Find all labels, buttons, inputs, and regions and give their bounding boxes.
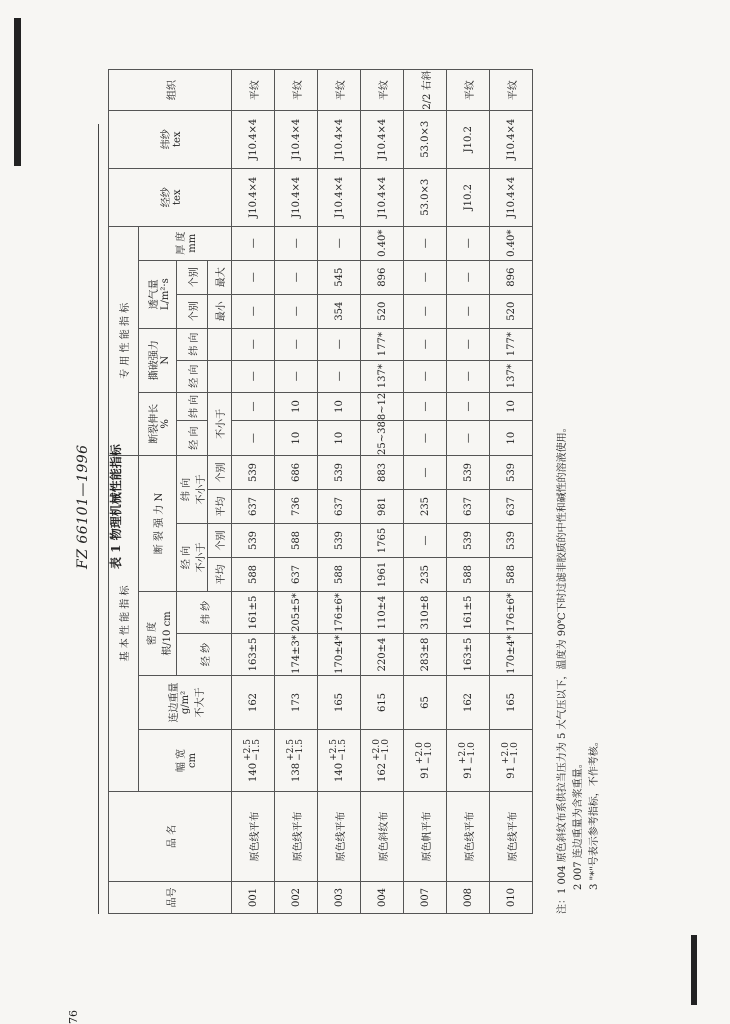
cell-air-max: — <box>275 260 318 294</box>
width-tolerance <box>502 742 521 764</box>
width-tolerance <box>459 742 478 764</box>
header-rule <box>98 124 99 914</box>
cell-bf-ind: 686 <box>275 456 318 490</box>
cell-air-min: 354 <box>318 294 361 328</box>
tolerance-plus: +2.5 <box>285 739 296 761</box>
cell-tear-weft: — <box>404 328 447 360</box>
hdr-bf-cell <box>177 456 208 524</box>
tolerance-minus: −1.0 <box>381 739 391 761</box>
cell-thick: — <box>318 226 361 260</box>
cell-den-weft: 310±8 <box>404 592 447 634</box>
width-tolerance <box>373 739 392 761</box>
cell-den-weft: 176±6* <box>490 592 533 634</box>
width-tolerance <box>244 739 263 761</box>
table-row <box>404 70 447 914</box>
cell-air-min: 520 <box>490 294 533 328</box>
hdr-den-weft: 纬 纱 <box>177 592 232 634</box>
cell-weave: 平纹 <box>318 70 361 110</box>
page-number: 76 <box>67 1010 80 1024</box>
hdr-warp-yarn: 经纱 <box>161 187 172 208</box>
hdr-bw-notless: 不小于 <box>196 542 207 573</box>
standard-code: FZ 66101—1996 <box>75 444 91 569</box>
table-row <box>318 70 361 914</box>
hdr-break: 断 裂 强 力 <box>154 504 165 555</box>
hdr-width-cell <box>139 730 232 792</box>
hdr-air-cell <box>139 260 177 328</box>
cell-el-weft: — <box>404 392 447 420</box>
cell-weave: 2/2 右斜 <box>404 70 447 110</box>
cell-thick: — <box>447 226 490 260</box>
hdr-bf-ind: 个别 <box>208 456 232 490</box>
cell-code: 010 <box>490 882 533 914</box>
cell-air-max: 896 <box>490 260 533 294</box>
cell-width <box>361 730 404 792</box>
cell-thick: 0.40* <box>490 226 533 260</box>
note-2: 2 007 连边重量为含浆重量。 <box>573 758 584 890</box>
cell-el-warp: — <box>447 421 490 456</box>
cell-den-warp: 170±4* <box>318 634 361 676</box>
cell-tear-warp: — <box>318 360 361 392</box>
width-value: 138 <box>290 762 302 782</box>
cell-el-weft: 8~12 <box>361 392 404 420</box>
cell-tear-warp: 137* <box>490 360 533 392</box>
cell-width <box>275 730 318 792</box>
hdr-bw-avg: 平均 <box>208 558 232 592</box>
cell-bf-ind: 539 <box>447 456 490 490</box>
cell-den-weft: 205±5* <box>275 592 318 634</box>
cell-bf-ind: 539 <box>318 456 361 490</box>
hdr-elong-unit: % <box>159 419 171 429</box>
table-row <box>232 70 275 914</box>
hdr-break-unit: N <box>154 492 165 502</box>
tolerance-minus: −1.0 <box>467 742 477 765</box>
cell-bw-avg: 588 <box>447 558 490 592</box>
cell-el-weft: 10 <box>275 392 318 420</box>
cell-bw-avg: 588 <box>318 558 361 592</box>
hdr-bw-dir: 经 向 <box>181 545 192 570</box>
cell-den-warp: 163±5 <box>232 634 275 676</box>
cell-tear-warp: 137* <box>361 360 404 392</box>
cell-width <box>447 730 490 792</box>
cell-air-max: — <box>232 260 275 294</box>
cell-weave: 平纹 <box>490 70 533 110</box>
width-tolerance <box>287 739 306 761</box>
cell-el-weft: — <box>232 392 275 420</box>
cell-den-weft: 176±6* <box>318 592 361 634</box>
cell-weave: 平纹 <box>447 70 490 110</box>
tolerance-minus: −1.0 <box>510 742 520 765</box>
cell-weft-yarn: J10.4×4 <box>490 110 533 168</box>
cell-weight: 173 <box>275 676 318 730</box>
table-row <box>361 70 404 914</box>
hdr-bf-dir: 纬 向 <box>181 477 192 502</box>
cell-den-weft: 161±5 <box>232 592 275 634</box>
cell-bf-ind: 539 <box>490 456 533 490</box>
width-tolerance <box>330 739 349 761</box>
width-value: 140 <box>333 762 345 782</box>
table-title: 表 1 物理机械性能指标 <box>109 444 123 569</box>
cell-den-warp: 283±8 <box>404 634 447 676</box>
cell-warp-yarn: J10.4×4 <box>318 168 361 226</box>
cell-name: 原色斜纹布 <box>361 792 404 882</box>
cell-den-warp: 220±4 <box>361 634 404 676</box>
cell-code: 008 <box>447 882 490 914</box>
cell-air-max: 545 <box>318 260 361 294</box>
cell-el-weft: — <box>447 392 490 420</box>
cell-tear-warp: — <box>447 360 490 392</box>
cell-name: 原色线平布 <box>232 792 275 882</box>
cell-bw-avg: 235 <box>404 558 447 592</box>
cell-weight: 65 <box>404 676 447 730</box>
cell-code: 002 <box>275 882 318 914</box>
tolerance-plus: +2.0 <box>457 742 468 765</box>
hdr-weight-unit: g/m² <box>179 690 191 715</box>
hdr-weave: 组织 <box>109 70 232 110</box>
hdr-tear-weft: 纬 向 <box>177 328 208 360</box>
tolerance-minus: −1.5 <box>295 739 305 761</box>
cell-thick: — <box>404 226 447 260</box>
hdr-air-max: 最大 <box>208 260 232 294</box>
table-body <box>232 70 533 914</box>
cell-width <box>232 730 275 792</box>
hdr-weight-cell <box>139 676 232 730</box>
hdr-tear-unit: N <box>159 355 171 365</box>
tolerance-minus: −1.5 <box>338 739 348 761</box>
cell-weight: 162 <box>447 676 490 730</box>
hdr-density: 密 度 <box>146 621 158 646</box>
cell-el-warp: — <box>404 421 447 456</box>
hdr-code: 品号 <box>109 882 232 914</box>
cell-air-max: 896 <box>361 260 404 294</box>
hdr-elong-cell <box>139 392 177 455</box>
hdr-tear-blank2 <box>208 328 232 360</box>
hdr-bf-avg: 平均 <box>208 490 232 524</box>
hdr-air-ind-max: 个别 <box>177 260 208 294</box>
hdr-weight-limit: 不大于 <box>194 687 206 718</box>
cell-code: 004 <box>361 882 404 914</box>
cell-weft-yarn: J10.2 <box>447 110 490 168</box>
cell-code: 003 <box>318 882 361 914</box>
hdr-air: 透气量 <box>148 279 160 310</box>
tolerance-minus: −1.0 <box>424 742 434 765</box>
cell-bf-avg: 637 <box>490 490 533 524</box>
cell-bw-ind: 539 <box>490 524 533 558</box>
hdr-bw-ind: 个别 <box>208 524 232 558</box>
hdr-tear-cell <box>139 328 177 392</box>
hdr-density-unit: 根/10 cm <box>161 611 173 656</box>
cell-width <box>404 730 447 792</box>
tolerance-plus: +2.0 <box>371 739 382 761</box>
cell-weight: 162 <box>232 676 275 730</box>
hdr-tear-warp: 经 向 <box>177 360 208 392</box>
binding-mark-bottom <box>691 935 697 1005</box>
hdr-air-min: 最小 <box>208 294 232 328</box>
width-tolerance <box>416 742 435 764</box>
hdr-name: 品 名 <box>109 792 232 882</box>
table-row <box>275 70 318 914</box>
cell-tear-weft: — <box>275 328 318 360</box>
cell-air-max: — <box>404 260 447 294</box>
properties-table <box>108 69 533 914</box>
cell-air-min: — <box>232 294 275 328</box>
cell-el-weft: 10 <box>490 392 533 420</box>
cell-name: 原色帆平布 <box>404 792 447 882</box>
note-3: 3 "*"号表示参考指标，不作考核。 <box>589 736 600 890</box>
cell-weave: 平纹 <box>275 70 318 110</box>
hdr-thick-unit: mm <box>187 233 198 253</box>
hdr-special-group: 专 用 性 能 指 标 <box>109 226 139 455</box>
hdr-el-weft: 纬 向 <box>177 392 208 420</box>
hdr-weft-yarn-cell <box>109 110 232 168</box>
table-row <box>447 70 490 914</box>
cell-bf-avg: 637 <box>232 490 275 524</box>
cell-weft-yarn: J10.4×4 <box>232 110 275 168</box>
cell-weft-yarn: J10.4×4 <box>361 110 404 168</box>
note-1: 注：1 004 原色斜纹布系供拉当压力为 5 大气压以下，温度为 90℃下时过滤非胶质的中性和碱性的溶液使用。 <box>557 422 568 914</box>
hdr-tear-blank1 <box>208 360 232 392</box>
cell-weft-yarn: J10.4×4 <box>318 110 361 168</box>
cell-el-warp: 10 <box>318 421 361 456</box>
hdr-warp-tex: tex <box>172 189 183 205</box>
cell-weave: 平纹 <box>232 70 275 110</box>
cell-den-warp: 174±3* <box>275 634 318 676</box>
cell-bw-ind: — <box>404 524 447 558</box>
cell-name: 原色线平布 <box>275 792 318 882</box>
cell-warp-yarn: J10.4×4 <box>275 168 318 226</box>
hdr-thick-cell <box>139 226 232 260</box>
tolerance-plus: +2.5 <box>328 739 339 761</box>
width-value: 91 <box>505 766 517 779</box>
cell-weight: 615 <box>361 676 404 730</box>
cell-thick: — <box>275 226 318 260</box>
hdr-basic-group: 基 本 性 能 指 标 <box>109 456 139 792</box>
hdr-width: 幅 宽 <box>176 748 187 773</box>
cell-tear-warp: — <box>404 360 447 392</box>
tolerance-plus: +2.0 <box>414 742 425 765</box>
cell-name: 原色线平布 <box>318 792 361 882</box>
cell-bf-avg: 235 <box>404 490 447 524</box>
cell-tear-warp: — <box>232 360 275 392</box>
cell-el-weft: 10 <box>318 392 361 420</box>
cell-bw-avg: 588 <box>232 558 275 592</box>
cell-weight: 165 <box>490 676 533 730</box>
hdr-bw-cell <box>177 524 208 592</box>
cell-el-warp: 10 <box>490 421 533 456</box>
cell-warp-yarn: 53.0×3 <box>404 168 447 226</box>
hdr-width-unit: cm <box>187 752 198 769</box>
width-value: 91 <box>462 766 474 779</box>
cell-bf-avg: 637 <box>318 490 361 524</box>
cell-bf-ind: 539 <box>232 456 275 490</box>
hdr-el-notless: 不小于 <box>208 392 232 455</box>
cell-weight: 165 <box>318 676 361 730</box>
cell-air-min: — <box>447 294 490 328</box>
cell-bw-avg: 588 <box>490 558 533 592</box>
hdr-air-ind-min: 个别 <box>177 294 208 328</box>
cell-warp-yarn: J10.4×4 <box>361 168 404 226</box>
cell-air-min: 520 <box>361 294 404 328</box>
hdr-density-cell <box>139 592 177 676</box>
cell-code: 001 <box>232 882 275 914</box>
cell-el-warp: — <box>232 421 275 456</box>
hdr-break-cell <box>139 456 177 592</box>
cell-tear-warp: — <box>275 360 318 392</box>
cell-el-warp: 10 <box>275 421 318 456</box>
cell-bw-ind: 539 <box>232 524 275 558</box>
cell-bw-avg: 637 <box>275 558 318 592</box>
cell-air-min: — <box>404 294 447 328</box>
hdr-weft-tex: tex <box>172 131 183 147</box>
cell-warp-yarn: J10.2 <box>447 168 490 226</box>
hdr-thick: 厚 度 <box>176 231 187 255</box>
cell-bf-ind: 883 <box>361 456 404 490</box>
cell-weft-yarn: J10.4×4 <box>275 110 318 168</box>
cell-weft-yarn: 53.0×3 <box>404 110 447 168</box>
tolerance-plus: +2.0 <box>500 742 511 765</box>
cell-name: 原色线平布 <box>490 792 533 882</box>
binding-mark-top <box>14 18 21 166</box>
cell-den-warp: 163±5 <box>447 634 490 676</box>
cell-thick: — <box>232 226 275 260</box>
tolerance-plus: +2.5 <box>242 739 253 761</box>
cell-bf-avg: 736 <box>275 490 318 524</box>
cell-bf-avg: 981 <box>361 490 404 524</box>
cell-warp-yarn: J10.4×4 <box>490 168 533 226</box>
hdr-air-unit: L/m²·s <box>159 278 171 311</box>
notes <box>555 422 603 914</box>
cell-tear-weft: — <box>232 328 275 360</box>
width-value: 140 <box>247 762 259 782</box>
hdr-el-warp: 经 向 <box>177 421 208 456</box>
cell-code: 007 <box>404 882 447 914</box>
cell-name: 原色线平布 <box>447 792 490 882</box>
cell-tear-weft: 177* <box>490 328 533 360</box>
hdr-den-warp: 经 纱 <box>177 634 232 676</box>
cell-bf-avg: 637 <box>447 490 490 524</box>
cell-tear-weft: — <box>447 328 490 360</box>
cell-bw-ind: 539 <box>318 524 361 558</box>
cell-air-min: — <box>275 294 318 328</box>
hdr-warp-yarn-cell <box>109 168 232 226</box>
hdr-weight: 连边重量 <box>168 682 180 723</box>
cell-el-warp: 25~38 <box>361 421 404 456</box>
cell-width <box>490 730 533 792</box>
width-value: 91 <box>419 766 431 779</box>
cell-tear-weft: — <box>318 328 361 360</box>
hdr-tear: 撕破强力 <box>148 340 160 381</box>
table-row <box>490 70 533 914</box>
cell-thick: 0.40* <box>361 226 404 260</box>
hdr-bf-notless: 不小于 <box>196 474 207 505</box>
cell-bf-ind: — <box>404 456 447 490</box>
cell-den-warp: 170±4* <box>490 634 533 676</box>
tolerance-minus: −1.5 <box>252 739 262 761</box>
cell-den-weft: 110±4 <box>361 592 404 634</box>
cell-den-weft: 161±5 <box>447 592 490 634</box>
cell-bw-avg: 1961 <box>361 558 404 592</box>
cell-air-max: — <box>447 260 490 294</box>
cell-tear-weft: 177* <box>361 328 404 360</box>
width-value: 162 <box>376 762 388 782</box>
cell-bw-ind: 1765 <box>361 524 404 558</box>
cell-warp-yarn: J10.4×4 <box>232 168 275 226</box>
cell-bw-ind: 539 <box>447 524 490 558</box>
cell-width <box>318 730 361 792</box>
cell-weave: 平纹 <box>361 70 404 110</box>
hdr-weft-yarn: 纬纱 <box>161 129 172 150</box>
cell-bw-ind: 588 <box>275 524 318 558</box>
hdr-elong: 断裂伸长 <box>148 403 160 444</box>
